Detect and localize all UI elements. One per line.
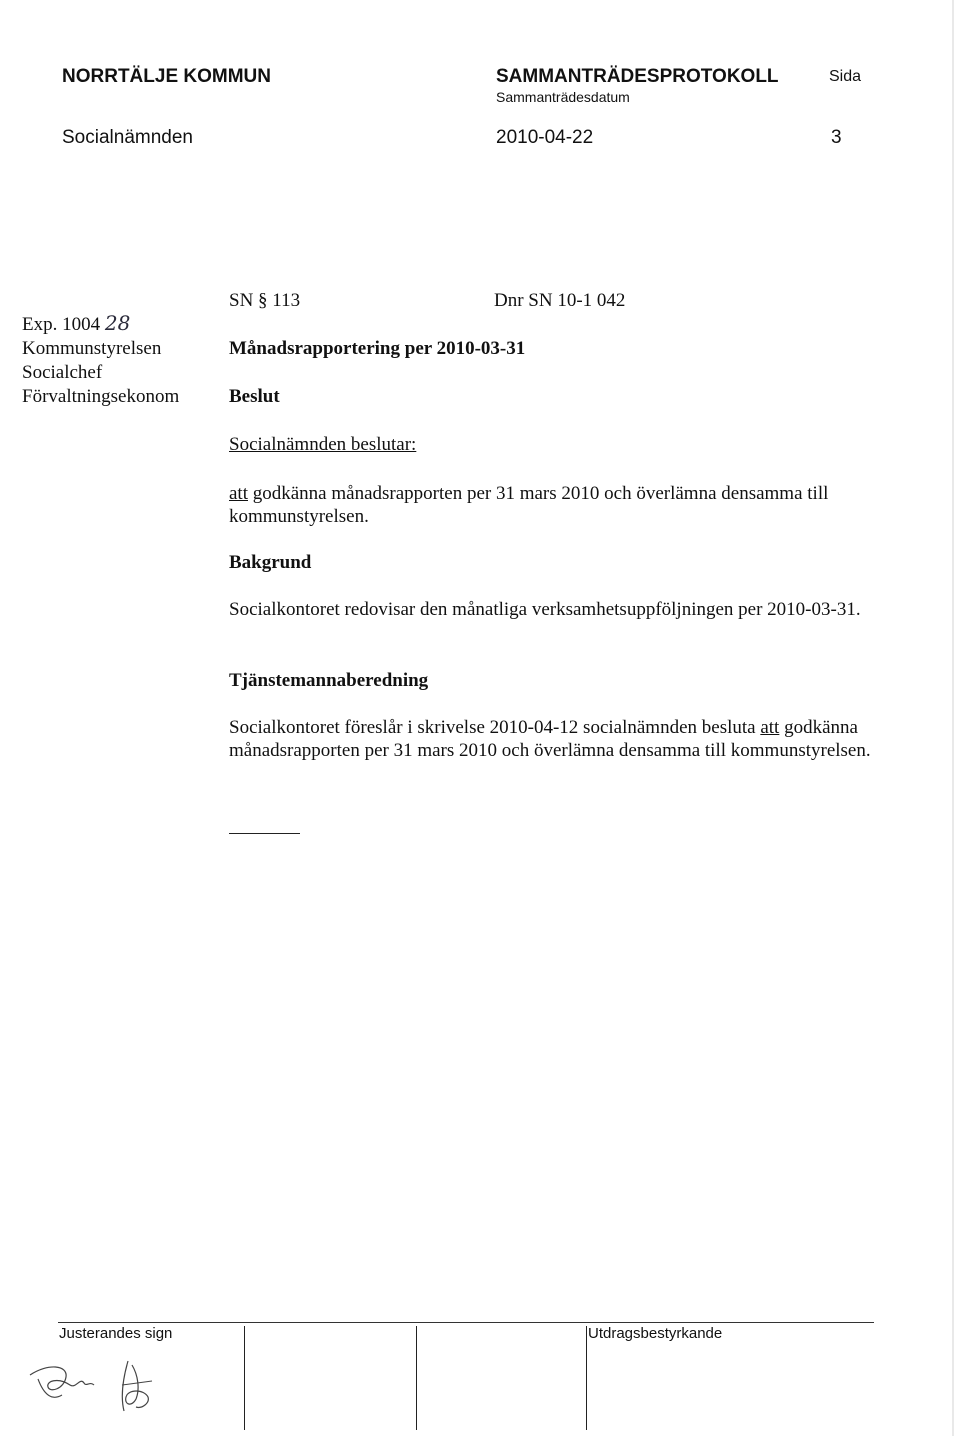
decision-heading: Beslut — [229, 386, 280, 407]
recipient: Kommunstyrelsen — [22, 338, 162, 359]
exp-line — [22, 311, 179, 337]
exp-label: Exp. 1004 — [22, 314, 101, 335]
diary-number: Dnr SN 10-1 042 — [494, 290, 626, 311]
officer-att: att — [760, 717, 780, 738]
document-type: SAMMANTRÄDESPROTOKOLL — [496, 66, 779, 87]
background-paragraph: Socialkontoret redovisar den månatliga verksamhetsuppföljningen per 2010-03-31. — [229, 599, 861, 620]
recipient: Förvaltningsekonom — [22, 386, 180, 407]
decision-text: godkänna månadsrapporten per 31 mars 2010 och överlämna densamma till kommunstyrelsen. — [229, 483, 829, 527]
exp-handwritten-number: 28 — [104, 311, 131, 335]
background-heading: Bakgrund — [229, 552, 312, 573]
section-number: SN § 113 — [229, 290, 301, 311]
committee-name: Socialnämnden — [62, 127, 193, 148]
decision-att: att — [229, 483, 248, 504]
officer-heading: Tjänstemannaberedning — [229, 670, 429, 691]
page-label: Sida — [829, 68, 862, 85]
page-number: 3 — [831, 127, 842, 148]
organization-name: NORRTÄLJE KOMMUN — [62, 66, 271, 87]
decides-label: Socialnämnden beslutar: — [229, 434, 417, 455]
footer-divider — [416, 1326, 417, 1430]
date-label: Sammanträdesdatum — [496, 89, 630, 105]
handwritten-signatures — [28, 1355, 178, 1421]
officer-paragraph — [229, 716, 879, 762]
item-title: Månadsrapportering per 2010-03-31 — [229, 338, 526, 359]
end-rule — [229, 833, 300, 834]
utdragsbestyrkande-label: Utdragsbestyrkande — [588, 1325, 723, 1342]
officer-text-before: Socialkontoret föreslår i skrivelse 2010-04-12 socialnämnden besluta — [229, 717, 761, 738]
footer-rule — [58, 1322, 874, 1323]
footer-divider — [586, 1326, 587, 1430]
justerandes-sign-label: Justerandes sign — [59, 1325, 173, 1342]
recipient: Socialchef — [22, 362, 103, 383]
distribution-list — [22, 311, 179, 409]
scan-edge — [952, 0, 954, 1436]
officer-text-after: godkänna månadsrapporten per 31 mars 2010 och överlämna densamma till kommunstyrelsen. — [229, 717, 871, 761]
meeting-date: 2010-04-22 — [496, 127, 594, 148]
footer-divider — [244, 1326, 245, 1430]
decision-paragraph — [229, 482, 879, 528]
